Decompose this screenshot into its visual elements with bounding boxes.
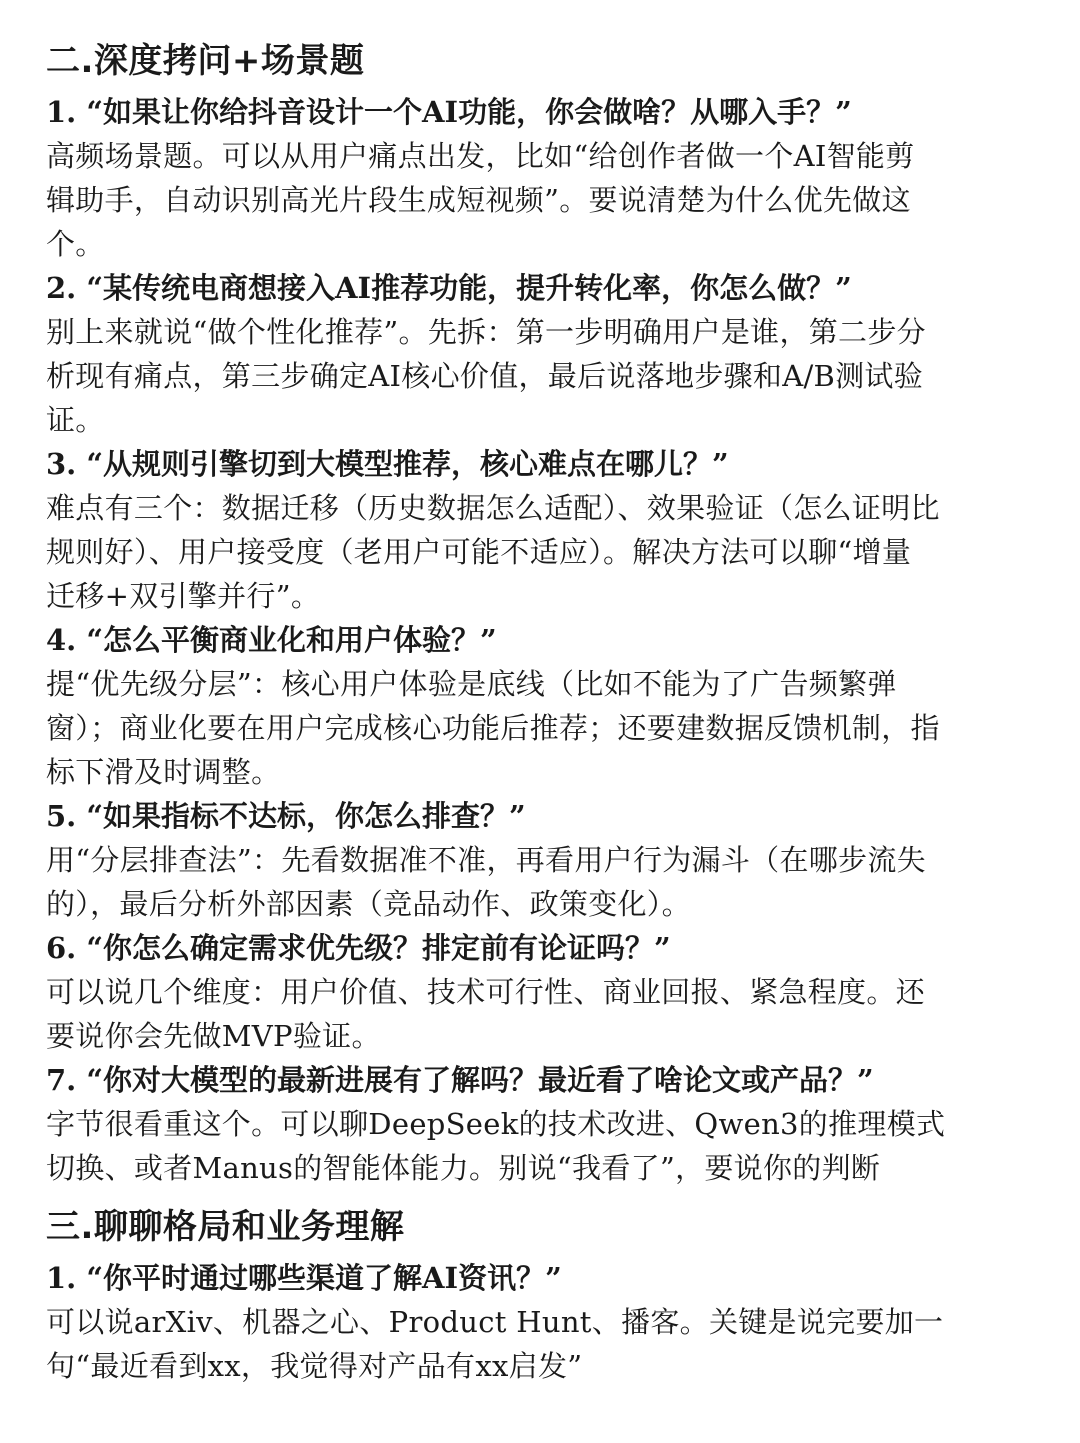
answer-line: 窗）；商业化要在用户完成核心功能后推荐；还要建数据反馈机制，指 (46, 711, 940, 745)
answer-line: 规则好）、用户接受度（老用户可能不适应）。解决方法可以聊“增量 (46, 535, 912, 569)
answer-line: 迁移+双引擎并行”。 (46, 579, 321, 613)
answer-line: 句“最近看到xx，我觉得对产品有xx启发” (46, 1349, 583, 1383)
question-text: 5. “如果指标不达标，你怎么排查？” (46, 799, 526, 833)
qa-item-5 (46, 794, 1036, 926)
answer-line: 难点有三个：数据迁移（历史数据怎么适配）、效果验证（怎么证明比 (46, 491, 940, 525)
answer-line: 可以说几个维度：用户价值、技术可行性、商业回报、紧急程度。还 (46, 975, 926, 1009)
section-title: 三.聊聊格局和业务理解 (46, 1207, 405, 1247)
answer-text (46, 1300, 1036, 1388)
answer-text (46, 134, 1036, 266)
answer-line: 字节很看重这个。可以聊DeepSeek的技术改进、Qwen3的推理模式 (46, 1107, 946, 1141)
answer-text (46, 970, 1036, 1058)
answer-text (46, 662, 1036, 794)
qa-item-3 (46, 442, 1036, 618)
answer-line: 要说你会先做MVP验证。 (46, 1019, 381, 1053)
question-text: 4. “怎么平衡商业化和用户体验？” (46, 623, 497, 657)
answer-line: 切换、或者Manus的智能体能力。别说“我看了”，要说你的判断 (46, 1151, 881, 1185)
answer-line: 高频场景题。可以从用户痛点出发，比如“给创作者做一个AI智能剪 (46, 139, 915, 173)
answer-line: 辑助手，自动识别高光片段生成短视频”。要说清楚为什么优先做这 (46, 183, 911, 217)
answer-line: 用“分层排查法”：先看数据准不准，再看用户行为漏斗（在哪步流失 (46, 843, 926, 877)
question-text: 2. “某传统电商想接入AI推荐功能，提升转化率，你怎么做？” (46, 271, 852, 305)
qa-item-6 (46, 926, 1036, 1058)
answer-line: 析现有痛点，第三步确定AI核心价值，最后说落地步骤和A/B测试验 (46, 359, 924, 393)
section-business-understanding (46, 1198, 1036, 1388)
answer-line: 的），最后分析外部因素（竞品动作、政策变化）。 (46, 887, 691, 921)
question-text: 7. “你对大模型的最新进展有了解吗？最近看了啥论文或产品？” (46, 1063, 874, 1097)
answer-line: 个。 (46, 227, 105, 261)
qa-item-1 (46, 1256, 1036, 1388)
answer-text (46, 838, 1036, 926)
answer-line: 证。 (46, 403, 105, 437)
answer-line: 标下滑及时调整。 (46, 755, 281, 789)
answer-line: 提“优先级分层”：核心用户体验是底线（比如不能为了广告频繁弹 (46, 667, 897, 701)
answer-text (46, 1102, 1036, 1190)
qa-item-2 (46, 266, 1036, 442)
question-text: 1. “如果让你给抖音设计一个AI功能，你会做啥？从哪入手？” (46, 95, 852, 129)
answer-line: 可以说arXiv、机器之心、Product Hunt、播客。关键是说完要加一 (46, 1305, 944, 1339)
answer-line: 别上来就说“做个性化推荐”。先拆：第一步明确用户是谁，第二步分 (46, 315, 926, 349)
document-page (46, 32, 1036, 1388)
question-text: 3. “从规则引擎切到大模型推荐，核心难点在哪儿？” (46, 447, 729, 481)
qa-item-7 (46, 1058, 1036, 1190)
section-deep-questions (46, 32, 1036, 1190)
question-text: 1. “你平时通过哪些渠道了解AI资讯？” (46, 1261, 562, 1295)
answer-text (46, 310, 1036, 442)
qa-item-1 (46, 90, 1036, 266)
qa-item-4 (46, 618, 1036, 794)
section-title: 二.深度拷问+场景题 (46, 41, 365, 81)
question-text: 6. “你怎么确定需求优先级？排定前有论证吗？” (46, 931, 671, 965)
answer-text (46, 486, 1036, 618)
